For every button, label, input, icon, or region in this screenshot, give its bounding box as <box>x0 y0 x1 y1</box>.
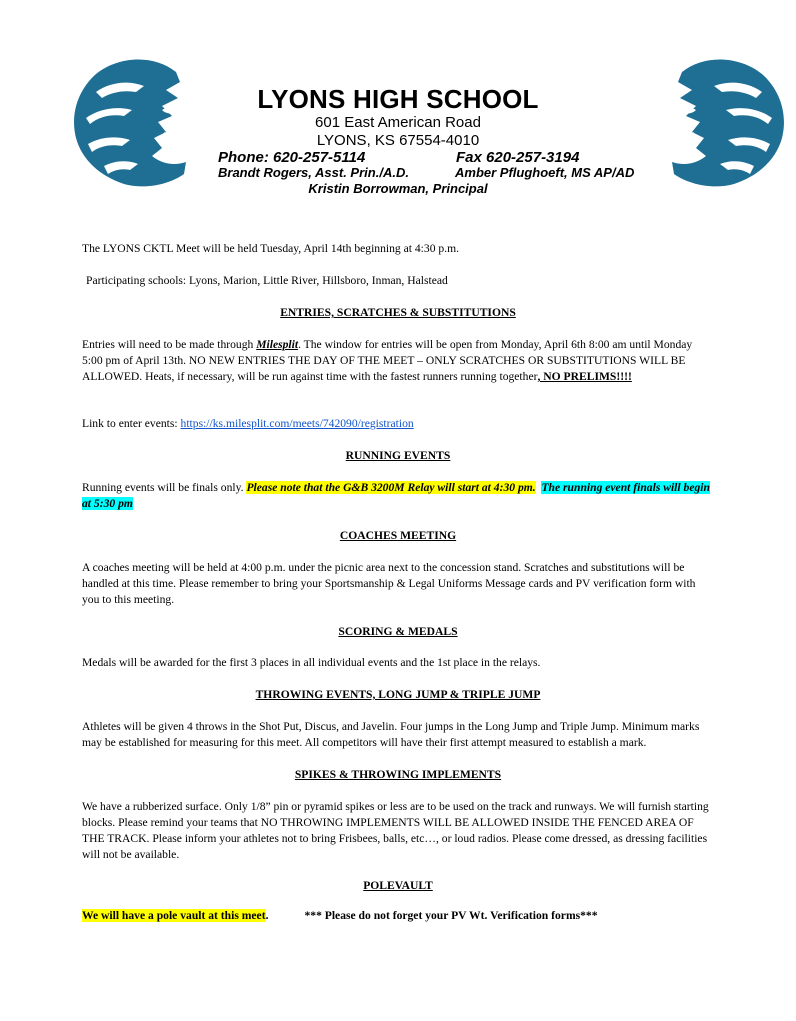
participating-schools: Participating schools: Lyons, Marion, Little River, Hillsboro, Inman, Halstead <box>86 274 448 287</box>
ms-assistant-principal: Amber Pflughoeft, MS AP/AD <box>455 165 635 180</box>
spikes-heading: SPIKES & THROWING IMPLEMENTS <box>294 768 502 781</box>
entries-heading: ENTRIES, SCRATCHES & SUBSTITUTIONS <box>280 306 516 319</box>
coaches-heading: COACHES MEETING <box>339 529 457 542</box>
relay-start-highlight: Please note that the G&B 3200M Relay will start at 4:30 pm. <box>246 481 536 494</box>
principal-name: Kristin Borrowman, Principal <box>308 181 488 196</box>
milesplit-text: Milesplit <box>256 338 299 351</box>
coaches-paragraph: A coaches meeting will be held at 4:00 p.m. under the picnic area next to the concession stand. Scratches and substitutions will be handled at this time. Please remember to bring your Sportsmanship & Legal Uniforms Message cards and PV verification form with you to this meeting. <box>82 561 696 606</box>
meet-announcement: The LYONS CKTL Meet will be held Tuesday, April 14th beginning at 4:30 p.m. <box>82 242 459 255</box>
pv-verification-reminder: *** Please do not forget your PV Wt. Verification forms*** <box>304 909 598 922</box>
asst-principal: Brandt Rogers, Asst. Prin./A.D. <box>218 165 409 180</box>
fax-number: Fax 620-257-3194 <box>456 149 580 166</box>
entries-text-start: Entries will need to be made through <box>82 338 257 351</box>
registration-link-line <box>82 416 712 432</box>
spikes-paragraph: We have a rubberized surface. Only 1/8” pin or pyramid spikes or less are to be used on the track and runways. We will furnish starting blocks. Please remind your teams that NO THROWING IMPLEMENTS WILL BE ALLOWED INSIDE THE FENCED AREA OF THE TRACK. Please inform your athletes not to bring Frisbees, balls, etc…, or loud radios. Please come dressed, as dressing facilities will not be available. <box>82 800 709 861</box>
scoring-paragraph: Medals will be awarded for the first 3 places in all individual events and the 1st place in the relays. <box>82 656 541 669</box>
no-prelims-text: , NO PRELIMS!!!! <box>537 370 632 383</box>
link-label: Link to enter events: <box>82 417 181 430</box>
registration-link[interactable]: https://ks.milesplit.com/meets/742090/registration <box>180 417 414 430</box>
entries-paragraph <box>82 337 712 385</box>
finals-start-highlight: The running event finals will begin at 5:30 pm <box>82 481 710 510</box>
throwing-paragraph: Athletes will be given 4 throws in the Shot Put, Discus, and Javelin. Four jumps in the Long Jump and Triple Jump. Minimum marks may be established for measuring for this meet. All competitors will have their first attempt measured to establish a mark. <box>82 720 700 749</box>
running-paragraph <box>82 480 712 512</box>
polevault-heading: POLEVAULT <box>363 879 433 892</box>
running-text: Running events will be finals only. <box>82 481 247 494</box>
running-heading: RUNNING EVENTS <box>345 449 451 462</box>
entries-text-rest: . The window for entries will be open from Monday, April 6th 8:00 am until Monday 5:00 pm of April 13th. NO NEW ENTRIES THE DAY OF THE MEET – ONLY SCRATCHES OR SUBSTITUTIONS WILL BE ALLOWED. Heats, if necessary, will be run against time with the fastest runners running together <box>82 338 693 383</box>
throwing-heading: THROWING EVENTS, LONG JUMP & TRIPLE JUMP <box>255 688 541 701</box>
address-line-2: LYONS, KS 67554-4010 <box>316 132 480 149</box>
address-line-1: 601 East American Road <box>315 114 481 131</box>
polevault-paragraph <box>82 908 712 924</box>
phone-number: Phone: 620-257-5114 <box>218 149 366 166</box>
school-name: LYONS HIGH SCHOOL <box>257 84 539 114</box>
polevault-period: . <box>265 909 269 922</box>
scoring-heading: SCORING & MEDALS <box>338 625 458 638</box>
polevault-highlight: We will have a pole vault at this meet <box>82 909 266 922</box>
